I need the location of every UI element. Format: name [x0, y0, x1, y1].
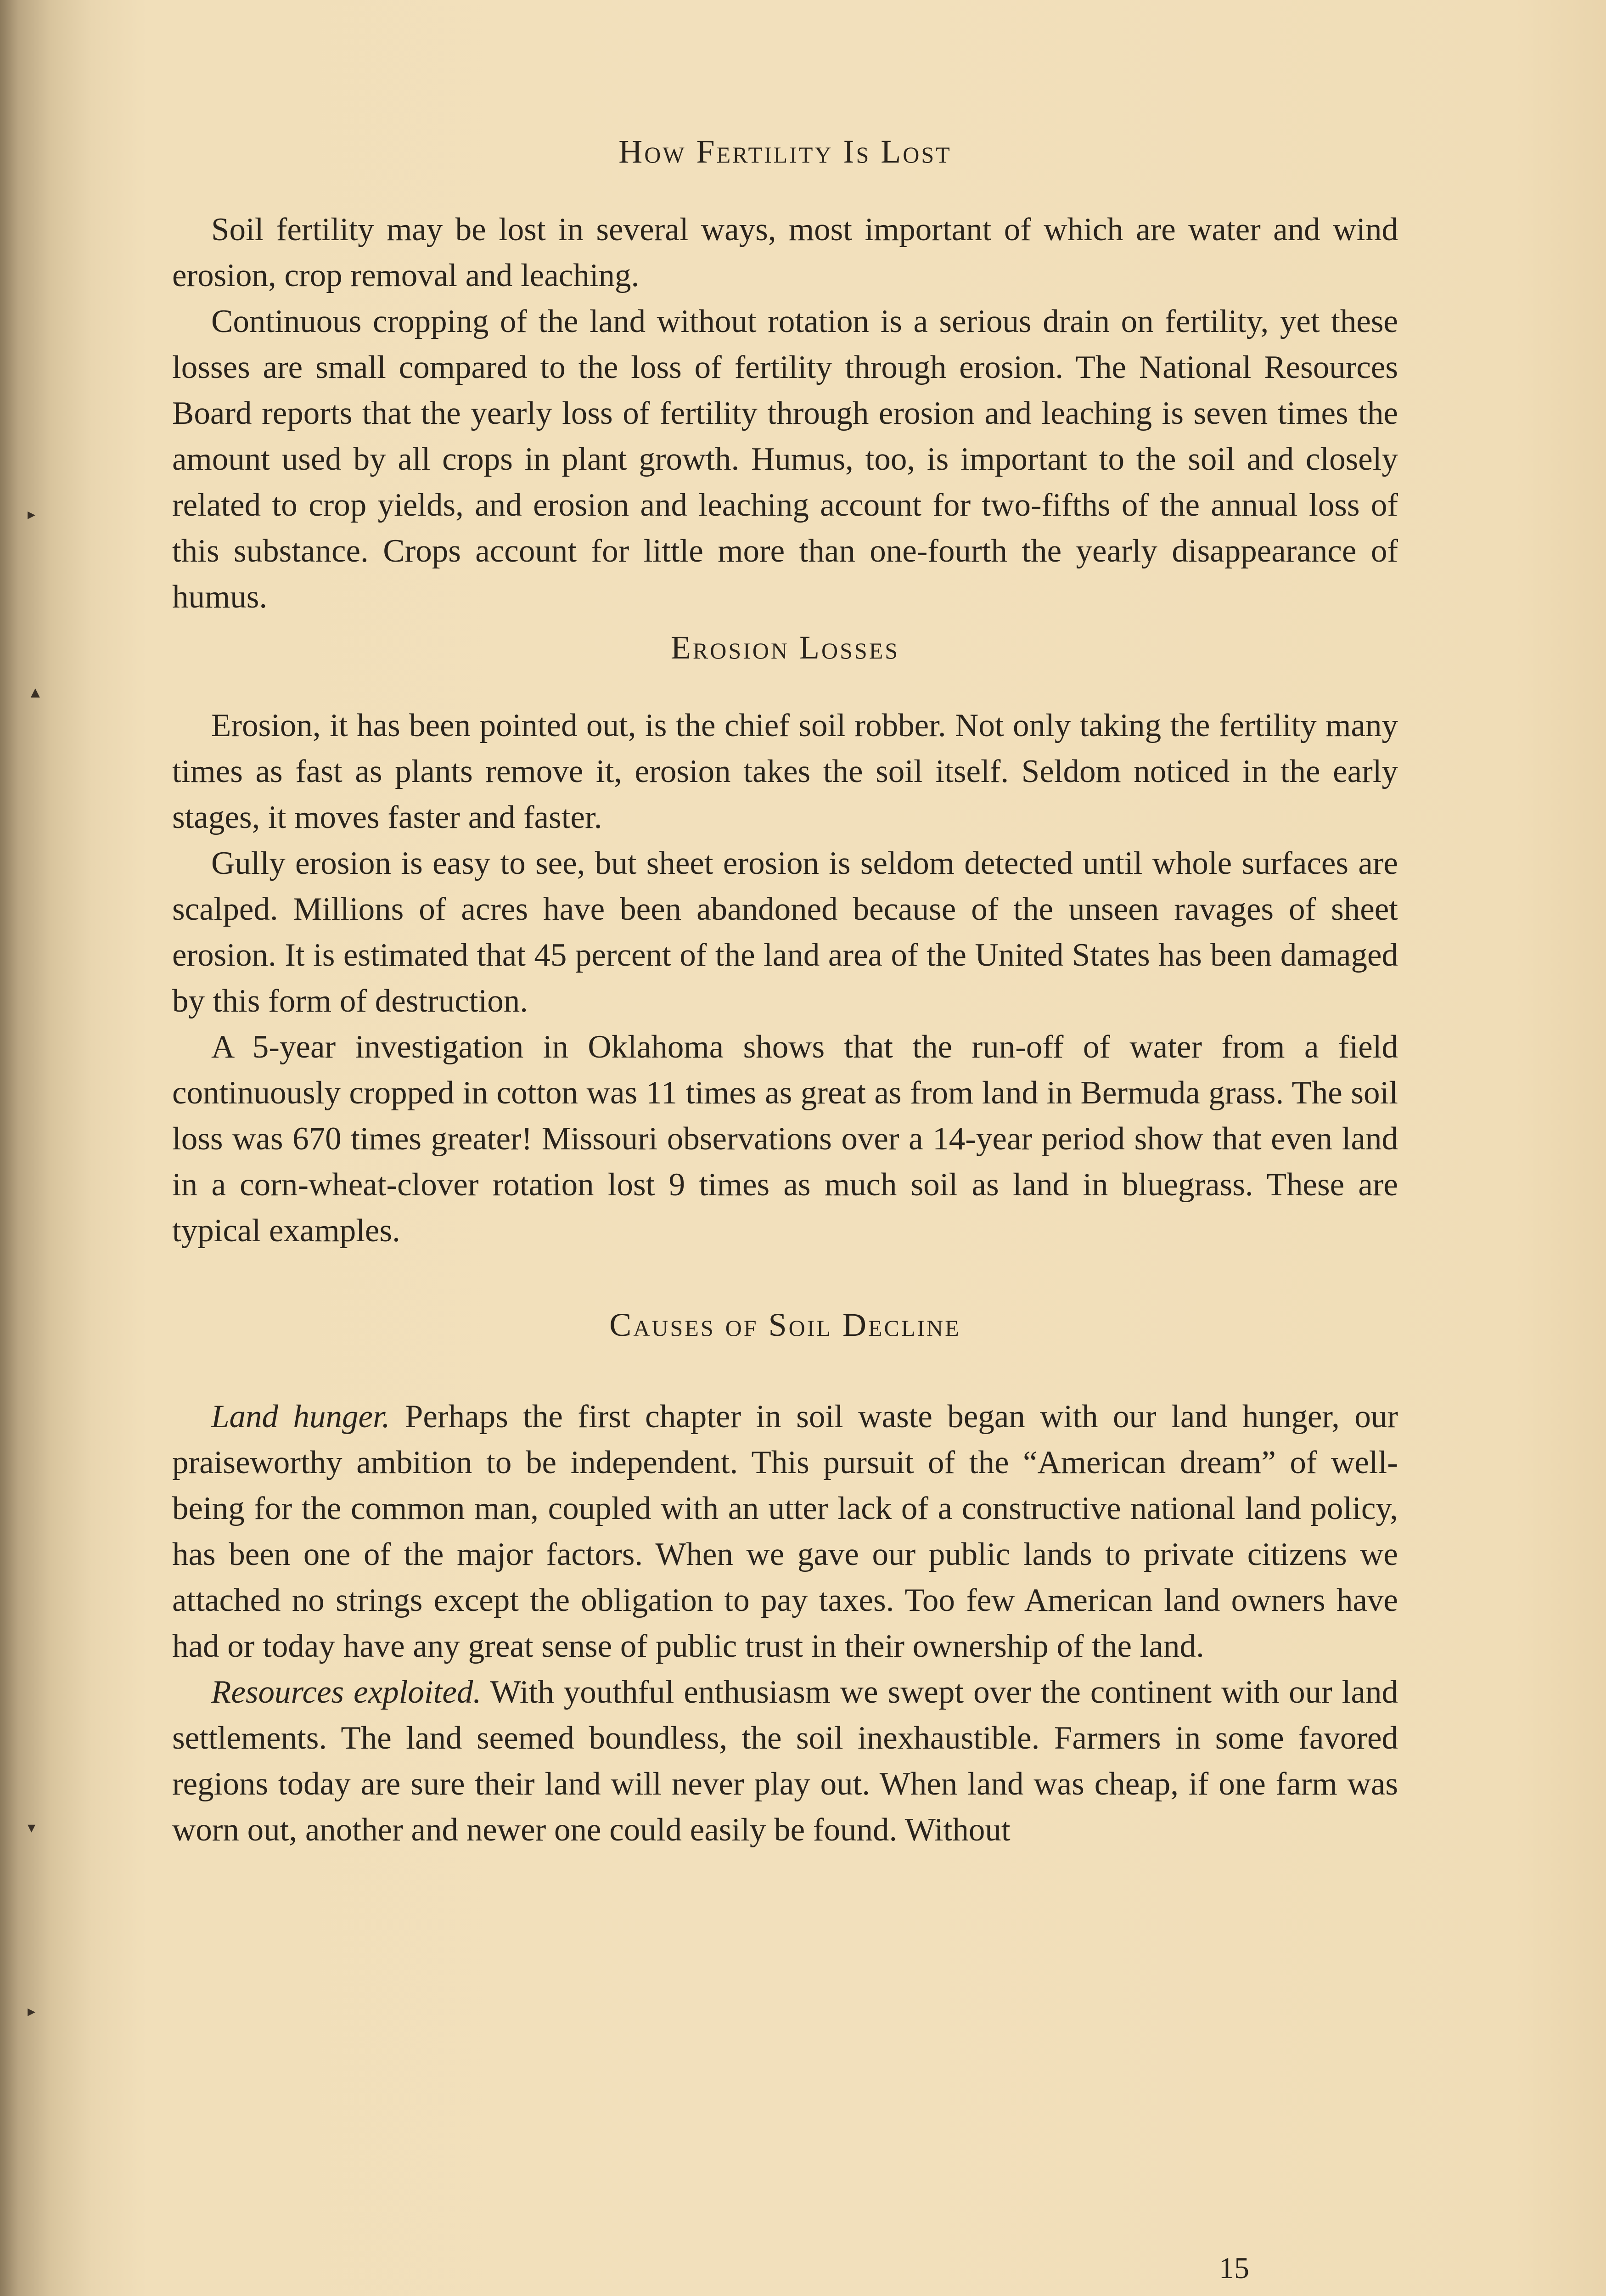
page-content: [172, 129, 1398, 1853]
paragraph: Soil fertility may be lost in several ways, most important of which are water and wind erosion, crop removal and leaching.: [172, 212, 1398, 293]
paragraph-lead: Resources exploited.: [211, 1674, 482, 1710]
paragraph: [172, 1669, 1398, 1853]
paragraph: Continuous cropping of the land without rotation is a serious drain on fertility, yet these losses are small compared to the loss of fertility through erosion. The National Resources Board reports that the yearly loss of fertility through erosion and leaching is seven times the amount used by all crops in plant growth. Humus, too, is important to the soil and closely related to crop yields, and erosion and leaching account for two-fifths of the annual loss of this substance. Crops account for little more than one-fourth the yearly disappearance of humus.: [172, 304, 1398, 615]
paragraph: [172, 1394, 1398, 1669]
margin-mark: ▲: [28, 684, 43, 701]
paragraph-lead: Land hunger.: [211, 1399, 390, 1435]
section-heading-erosion-losses: Erosion Losses: [670, 629, 900, 666]
paragraph-text: With youthful enthusiasm we swept over the continent with our land settlements. The land seemed boundless, the soil inexhaustible. Farmers in some favored regions today are sure their land will never play out. When land was cheap, if one farm was worn out, another and newer one could easily be found. Without: [172, 1674, 1398, 1848]
paragraph: Gully erosion is easy to see, but sheet erosion is seldom detected until whole surfaces are scalped. Millions of acres have been abandoned because of the unseen ravages of sheet erosion. It is estimated that 45 percent of the land area of the United States has been damaged by this form of destruction.: [172, 845, 1398, 1019]
section-heading-causes-of-soil-decline: Causes of Soil Decline: [609, 1306, 961, 1343]
paragraph: A 5-year investigation in Oklahoma shows that the run-off of water from a field continuously cropped in cotton was 11 times as great as from land in Bermuda grass. The soil loss was 670 times greater! Missouri observations over a 14-year period show that even land in a corn-wheat-clover rotation lost 9 times as much soil as land in bluegrass. These are typical examples.: [172, 1029, 1398, 1249]
paragraph: Erosion, it has been pointed out, is the chief soil robber. Not only taking the fertility many times as fast as plants remove it, erosion takes the soil itself. Seldom noticed in the early stages, it moves faster and faster.: [172, 708, 1398, 835]
margin-mark: ▸: [28, 2003, 36, 2020]
page-number: 15: [1219, 2251, 1249, 2285]
margin-mark: ▸: [28, 506, 36, 523]
margin-mark: ▾: [28, 1819, 36, 1836]
section-heading-how-fertility-is-lost: How Fertility Is Lost: [618, 133, 952, 170]
paragraph-text: Perhaps the first chapter in soil waste began with our land hunger, our praiseworthy ambition to be independent. This pursuit of the “American dream” of well-being for the common man, coupled with an utter lack of a constructive national land policy, has been one of the major factors. When we gave our public lands to private citizens we attached no strings except the obligation to pay taxes. Too few American land owners have had or today have any great sense of public trust in their ownership of the land.: [172, 1399, 1398, 1664]
